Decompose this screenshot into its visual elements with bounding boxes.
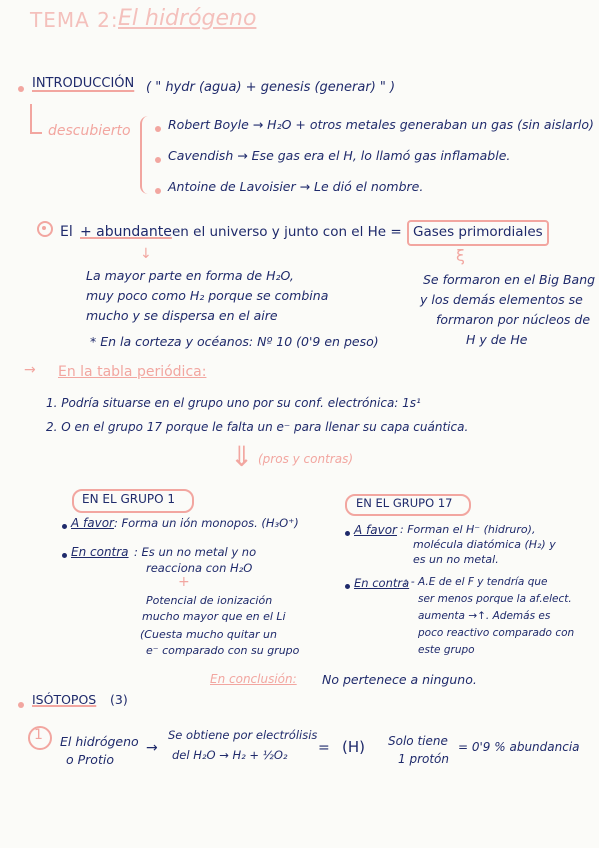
group1-contra-key: En contra [71,545,129,559]
isotope-arrow-icon: → [146,740,158,756]
group1-label: EN EL GRUPO 1 [82,492,176,506]
conclusion-label: En conclusión: [210,672,297,686]
isotope-proton-line: Solo tiene [388,734,448,748]
plus-icon: + [178,574,190,590]
list-bullet [62,553,67,558]
list-bullet [345,584,350,589]
group17-label: EN EL GRUPO 17 [356,496,453,510]
group17-contra-line: aumenta →↑. Además es [418,610,551,622]
abundance-rest: en el universo y junto con el He = [172,224,402,240]
group17-contra-line: poco reactivo comparado con [418,627,575,639]
tabla-item-2: 2. O en el grupo 17 porque le falta un e⁻ para llenar su capa cuántica. [46,420,469,434]
left-note-line: * En la corteza y océanos: Nº 10 (0'9 en peso) [90,334,379,349]
group17-contra-line: este grupo [418,644,475,656]
group17-contra-key: En contra [354,576,410,590]
group17-favor-line: : Forman el H⁻ (hidruro), [400,523,536,536]
list-bullet [155,157,161,163]
list-bullet [155,126,161,132]
group1-favor-key: A favor [71,516,114,530]
conclusion-text: No pertenece a ninguno. [322,672,477,687]
discovery-item-cavendish: Cavendish → Ese gas era el H, lo llamó gas inflamable. [168,148,511,163]
discovery-item-lavoisier: Antoine de Lavoisier → Le dió el nombre. [168,179,424,194]
target-bullet-dot [42,226,46,230]
group17-contra-line: : - A.E de el F y tendría que [404,576,548,588]
isotope-abundance: = 0'9 % abundancia [458,740,580,754]
group17-favor-line: es un no metal. [413,553,499,566]
left-note-line: muy poco como H₂ porque se combina [86,288,329,303]
group1-extra-line: Potencial de ionización [146,594,273,607]
abundance-highlight: + abundante [80,224,172,240]
arrow-right-icon: → [24,362,36,378]
list-bullet [62,524,67,529]
discovery-label: descubierto [48,123,131,139]
right-note-line: H y de He [466,332,528,347]
right-note-line: Se formaron en el Big Bang [423,272,596,287]
isotope-name-line: El hidrógeno [60,734,139,749]
left-note-line: La mayor parte en forma de H₂O, [86,268,294,283]
abundance-prefix: El [60,224,73,240]
title-tema: TEMA 2: [30,8,119,32]
isotope-number: 1 [34,727,43,743]
isotopos-count: (3) [110,692,128,707]
group1-extra-line: mucho mayor que en el Li [142,610,286,623]
intro-etymology: ( " hydr (agua) + genesis (generar) " ) [146,80,396,95]
pros-contras-label: (pros y contras) [258,452,354,466]
right-note-line: y los demás elementos se [420,292,583,307]
double-arrow-down-icon: ⇓ [230,440,254,473]
group1-extra-line: e⁻ comparado con su grupo [146,644,300,657]
title-name: El hidrógeno [118,6,257,31]
brace-down-icon: ξ [456,246,465,265]
isotope-proton-line: 1 protón [398,752,449,766]
discovery-bracket-icon [30,104,42,134]
discovery-brace-icon [140,116,150,194]
list-bullet [345,531,350,536]
intro-heading: INTRODUCCIÓN [32,76,135,91]
isotopos-heading: ISÓTOPOS [32,692,97,707]
isotope-symbol: (H) [342,738,365,756]
primordial-gases-label: Gases primordiales [413,224,543,240]
isotope-obtain-line: Se obtiene por electrólisis [168,728,318,742]
list-bullet [155,188,161,194]
group1-contra-line: : Es un no metal y no [134,545,257,559]
group1-favor-text: : Forma un ión monopos. (H₃O⁺) [114,516,299,530]
arrow-down-icon: ↓ [140,246,152,262]
group17-favor-key: A favor [354,523,397,537]
tabla-heading: En la tabla periódica: [58,364,207,380]
discovery-item-boyle: Robert Boyle → H₂O + otros metales generaban un gas (sin aislarlo) [168,117,594,132]
isotope-name-line: o Protio [66,752,114,767]
group17-contra-line: ser menos porque la af.elect. [418,593,572,605]
group1-contra-line: reacciona con H₂O [146,561,253,575]
isotope-obtain-line: del H₂O → H₂ + ½O₂ [172,748,288,762]
group1-extra-line: (Cuesta mucho quitar un [140,628,277,641]
isotopos-bullet [18,702,24,708]
right-note-line: formaron por núcleos de [436,312,591,327]
intro-bullet [18,86,24,92]
group17-favor-line: molécula diatómica (H₂) y [413,538,556,551]
tabla-item-1: 1. Podría situarse en el grupo uno por su conf. electrónica: 1s¹ [46,396,421,410]
left-note-line: mucho y se dispersa en el aire [86,308,278,323]
isotope-equals: = [318,740,330,756]
